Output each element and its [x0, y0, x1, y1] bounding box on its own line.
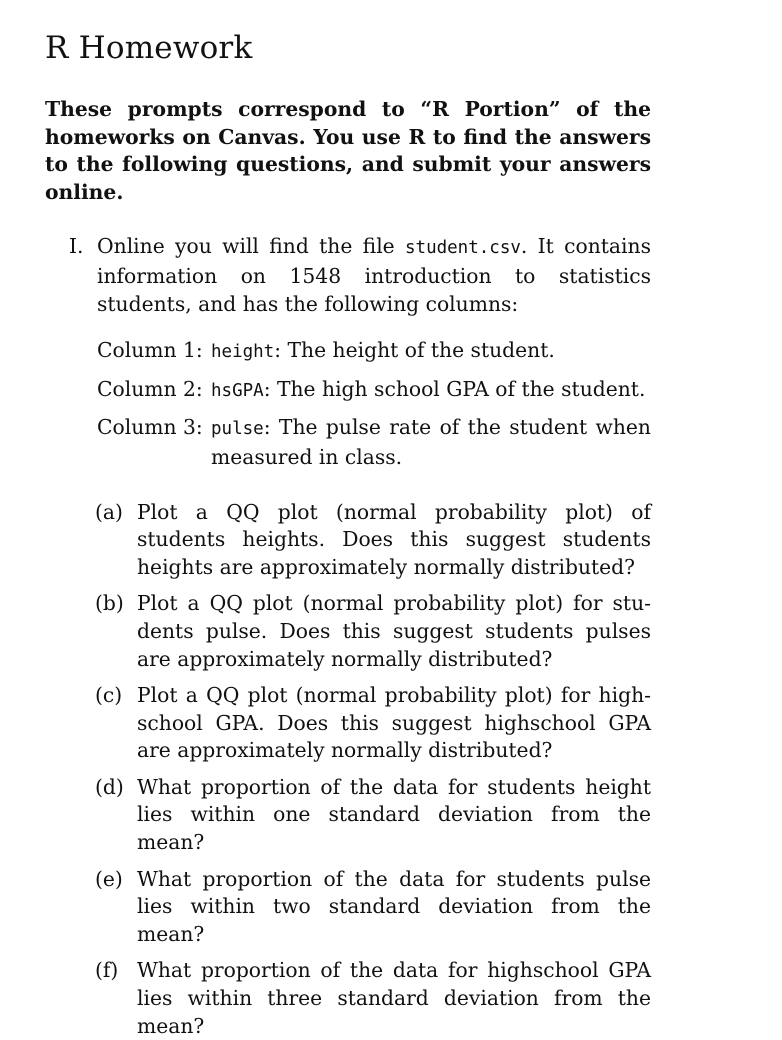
- question-label: (c): [95, 683, 123, 708]
- column-name: pulse: [211, 419, 264, 440]
- page-title: R Homework: [45, 30, 253, 66]
- question-item: [95, 774, 651, 857]
- column-label: Column 3:: [97, 415, 203, 440]
- problem-statement: [45, 233, 651, 318]
- problem-filename: student.csv: [405, 238, 521, 259]
- question-list: [45, 499, 722, 1040]
- question-text: Plot a QQ plot (normal probability plot) of students heights. Does this suggest students heights are approximately normally distributed?: [137, 499, 651, 579]
- question-label: (d): [95, 774, 124, 799]
- question-item: [95, 499, 651, 582]
- question-item: [95, 590, 651, 673]
- column-item: [97, 414, 651, 471]
- problem-text-before: Online you will find the file: [97, 234, 405, 259]
- column-desc: : The height of the student.: [274, 338, 555, 363]
- question-text: Plot a QQ plot (normal probability plot) for highschool GPA. Does this suggest highschool GPA are approximately normally distributed?: [137, 683, 651, 763]
- question-text: What proportion of the data for students pulse lies within two standard deviation from the mean?: [137, 866, 651, 946]
- question-label: (e): [95, 866, 123, 891]
- column-item: [97, 376, 651, 406]
- column-label: Column 1:: [97, 338, 203, 363]
- problem-number: I.: [69, 234, 84, 259]
- question-item: [95, 957, 651, 1040]
- column-desc: : The high school GPA of the student.: [263, 376, 646, 401]
- column-name: height: [211, 342, 275, 363]
- question-label: (a): [95, 499, 123, 524]
- question-text: Plot a QQ plot (normal probability plot) for students pulse. Does this suggest students pulses are approximately normally distributed?: [137, 591, 651, 671]
- column-name: hsGPA: [211, 380, 264, 401]
- question-text: What proportion of the data for students height lies within one standard deviation from the mean?: [137, 774, 651, 855]
- problem-text-after: . It contains information on 1548 introduction to statistics students, and has the following columns:: [97, 234, 651, 316]
- intro-paragraph: These prompts correspond to “R Portion” of the homeworks on Canvas. You use R to find the answers to the following questions, and submit your answers online.: [45, 97, 651, 204]
- question-item: [95, 866, 651, 949]
- question-item: [95, 682, 651, 765]
- question-label: (b): [95, 591, 124, 616]
- question-text: What proportion of the data for highschool GPA lies within three standard deviation from the mean?: [137, 958, 651, 1038]
- column-list: [45, 337, 722, 471]
- question-label: (f): [95, 958, 119, 983]
- column-desc: : The pulse rate of the student when measured in class.: [211, 415, 651, 469]
- column-item: [97, 337, 651, 367]
- column-label: Column 2:: [97, 376, 203, 401]
